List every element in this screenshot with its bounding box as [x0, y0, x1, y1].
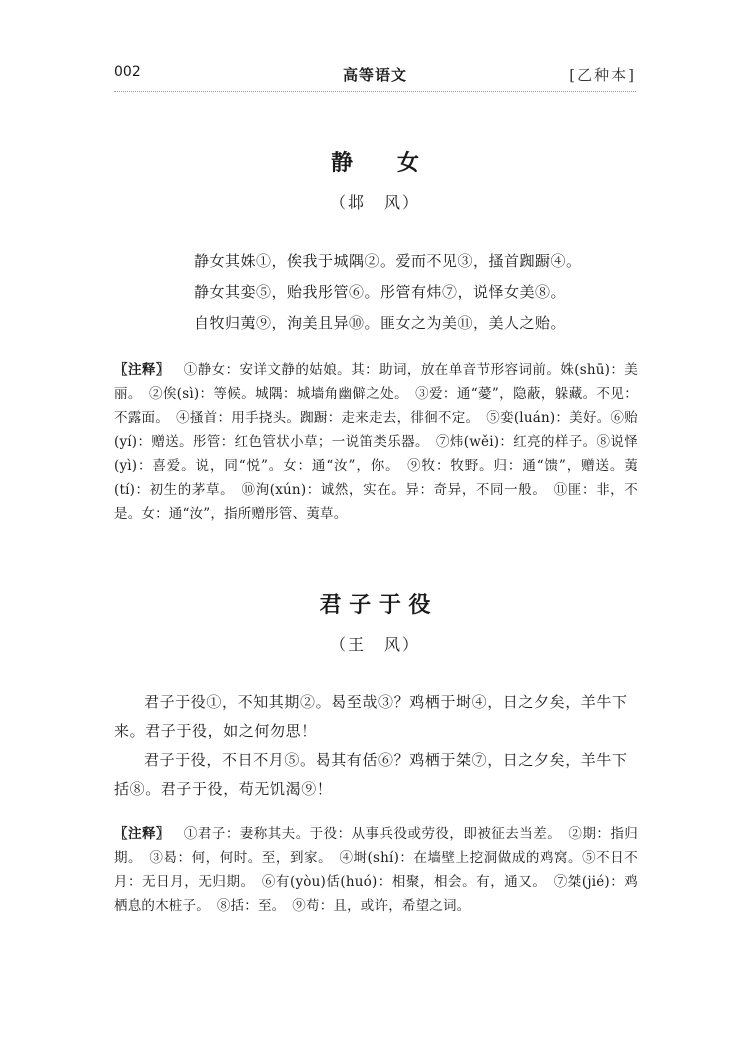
- verse-line: 静女其娈⑤，贻我彤管⑥。彤管有炜⑦，说怿女美⑧。: [194, 283, 567, 301]
- header-divider: [114, 91, 636, 92]
- poem2-notes: [114, 822, 638, 918]
- verse-paragraph: 君子于役①，不知其期②。曷至哉③？鸡栖于埘④，日之夕矣，羊牛下来。君子于役，如之何勿思！: [114, 693, 628, 740]
- page-header: [114, 64, 636, 86]
- poem2-title: 君 子 于 役: [319, 592, 431, 618]
- page-number: 002: [114, 64, 141, 80]
- poem2-subtitle: （王 风）: [329, 635, 420, 654]
- verse-paragraph: 君子于役，不日不月⑤。曷其有佸⑥？鸡栖于桀⑦，日之夕矣，羊牛下括⑧。君子于役，苟无饥渴⑨！: [114, 751, 628, 798]
- book-title: 高等语文: [342, 66, 407, 84]
- verse-line: 自牧归荑⑨，洵美且异⑩。匪女之为美⑪，美人之贻。: [194, 314, 567, 332]
- poem1-verse: [194, 246, 582, 339]
- notes-label: 〖注释〗: [114, 826, 170, 842]
- poem1-notes: [114, 358, 638, 526]
- verse-line: 静女其姝①，俟我于城隅②。爱而不见③，搔首踟蹰④。: [194, 252, 582, 270]
- poem2-verse: [114, 688, 638, 804]
- poem1-subtitle: （邶 风）: [329, 193, 420, 212]
- edition-label: [乙种本]: [569, 66, 636, 84]
- notes-label: 〖注释〗: [114, 362, 170, 378]
- notes-text: ①君子：妻称其夫。于役：从事兵役或劳役，即被征去当差。 ②期：指归期。 ③曷：何，何时。至，到家。 ④埘(shí)：在墙壁上挖洞做成的鸡窝。⑤不日不月：无日月，无归期。 ⑥有(yòu)佸(huó)：相聚，相会。有，通又。 ⑦桀(jié)：鸡栖息的木桩子。 ⑧括：至。 ⑨苟：且，或许，希望之词。: [114, 826, 638, 914]
- notes-text: ①静女：安详文静的姑娘。其：助词，放在单音节形容词前。姝(shū)：美丽。 ②俟(sì)：等候。城隅：城墙角幽僻之处。 ③爱：通“薆”，隐蔽，躲藏。不见：不露面。 ④搔首：用手挠头。踟蹰：走来走去，徘徊不定。 ⑤娈(luán)：美好。⑥贻(yí)：赠送。彤管：红色管状小草；一说笛类乐器。 ⑦炜(wěi)：红亮的样子。⑧说怿(yì)：喜爱。说，同“悦”。女：通“汝”，你。 ⑨牧：牧野。归：通“馈”，赠送。荑(tí)：初生的茅草。 ⑩洵(xún)：诚然，实在。异：奇异，不同一般。 ⑪匪：非，不是。女：通“汝”，指所赠彤管、荑草。: [114, 362, 638, 522]
- poem1-title: 静 女: [330, 150, 419, 176]
